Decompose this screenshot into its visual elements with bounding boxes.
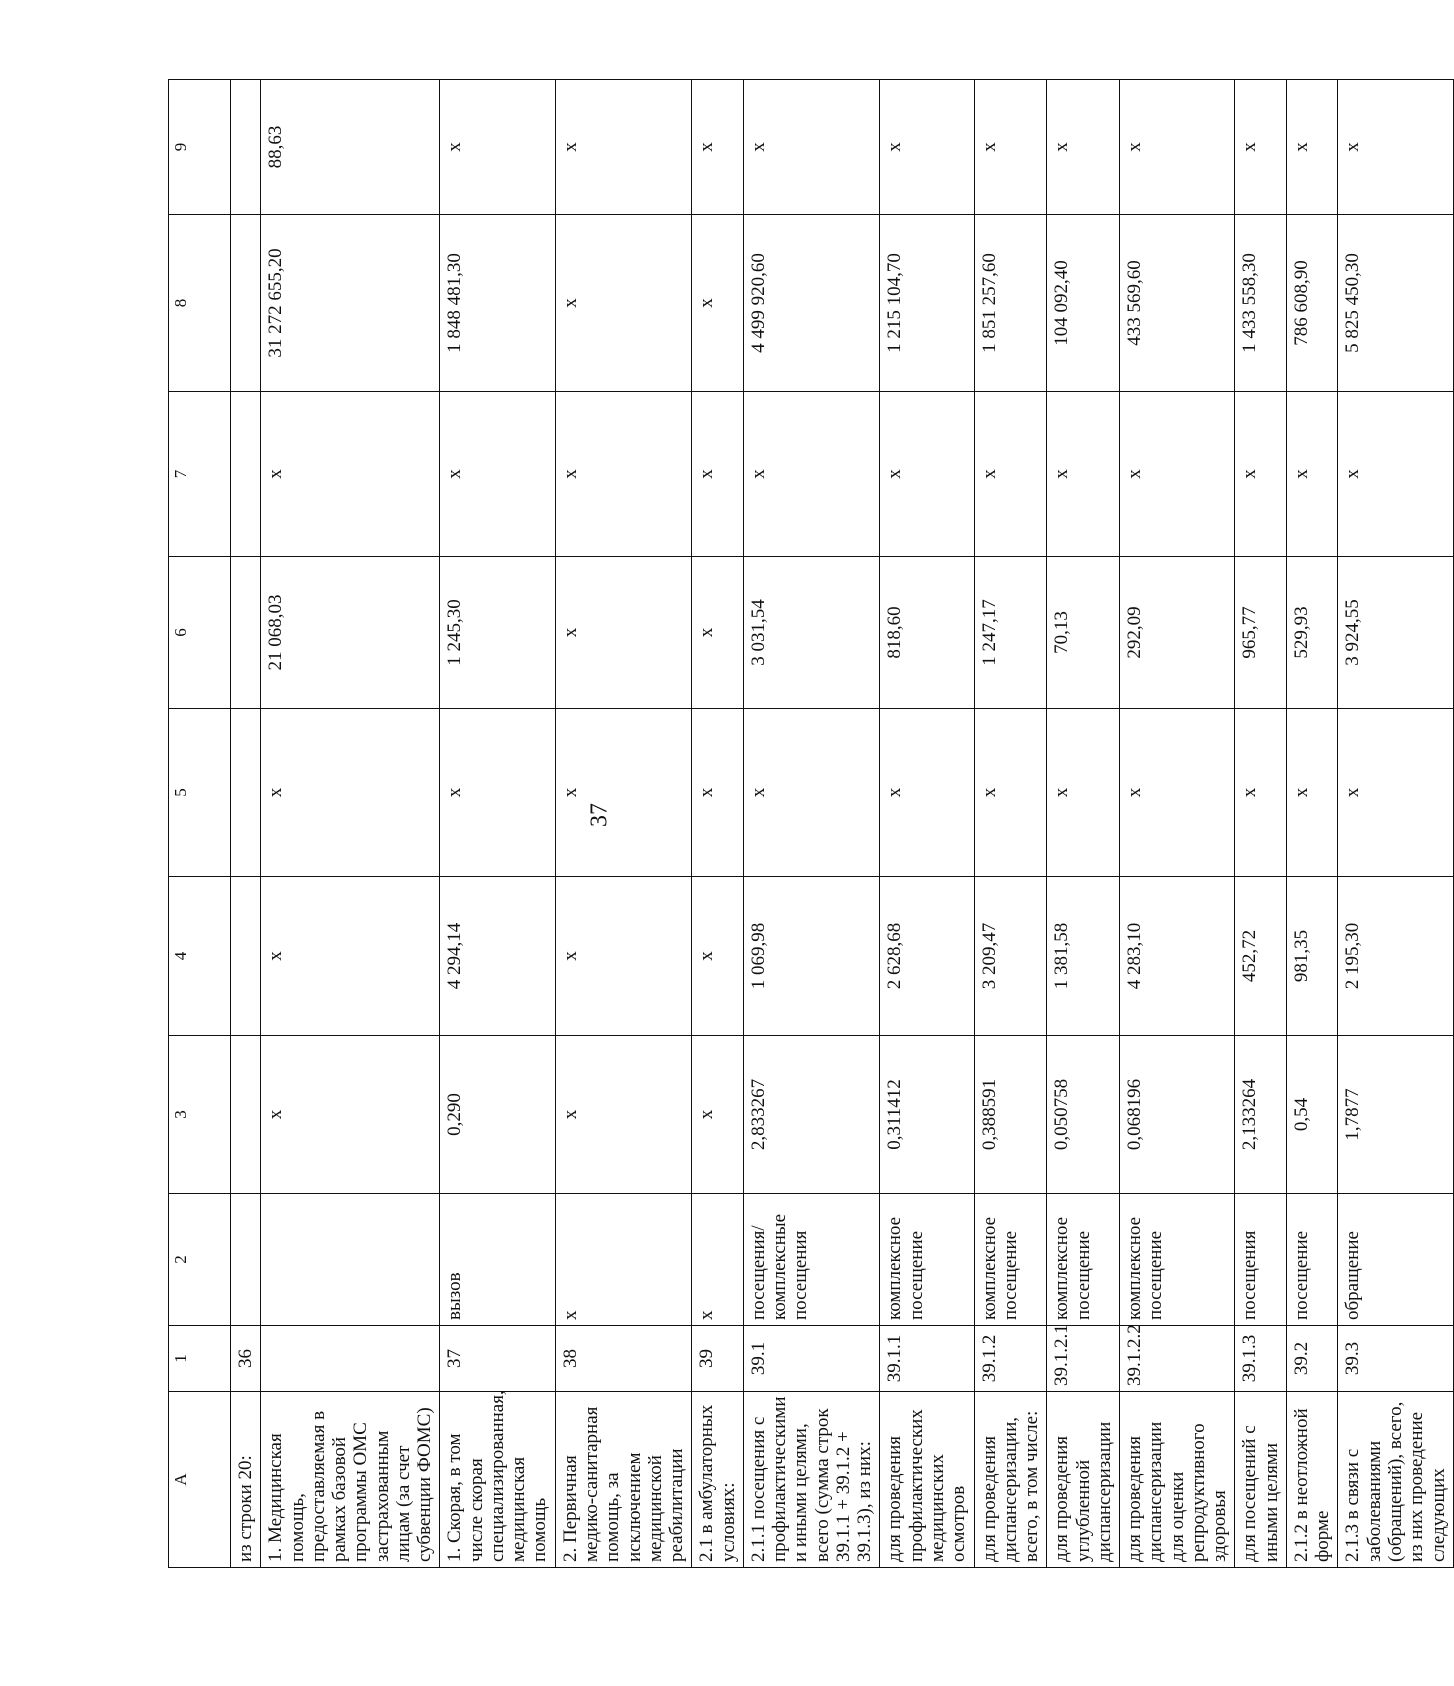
cell-sum-budget: х	[440, 392, 555, 557]
cell-per-capita-budget: х	[974, 709, 1047, 877]
cell-label: для проведения профилактических медицинских осмотров	[880, 1392, 974, 1568]
cell-share: х	[974, 80, 1047, 215]
table-row	[555, 80, 692, 1568]
cell-line-number: 39.1.2.1	[1047, 1326, 1120, 1392]
table-row	[743, 80, 880, 1568]
table-row	[1047, 80, 1120, 1568]
cell-unit: посещение	[1286, 1194, 1338, 1326]
cell-volume-norm: 0,068196	[1120, 1036, 1235, 1194]
cell-cost-norm: 452,72	[1235, 877, 1287, 1036]
table-row	[440, 80, 555, 1568]
table-row	[261, 80, 440, 1568]
cell-cost-norm: 3 209,47	[974, 877, 1047, 1036]
cell-sum-budget: х	[1047, 392, 1120, 557]
cell-sum-budget: х	[692, 392, 744, 557]
cell-volume-norm: 0,388591	[974, 1036, 1047, 1194]
header-cell-share: 9	[169, 80, 231, 215]
cell-volume-norm: 0,311412	[880, 1036, 974, 1194]
cell-per-capita-budget: х	[692, 709, 744, 877]
table-row	[1235, 80, 1287, 1568]
cell-cost-norm: 2 628,68	[880, 877, 974, 1036]
cell-per-capita-budget	[231, 709, 261, 877]
cell-per-capita-oms: х	[692, 557, 744, 709]
cell-unit: вызов	[440, 1194, 555, 1326]
cell-unit: х	[555, 1194, 692, 1326]
cell-per-capita-oms: 292,09	[1120, 557, 1235, 709]
header-cell-label: А	[169, 1392, 231, 1568]
cell-sum-oms: 104 092,40	[1047, 215, 1120, 392]
cell-share: х	[440, 80, 555, 215]
cell-line-number: 39.1.1	[880, 1326, 974, 1392]
cell-cost-norm: 2 195,30	[1338, 877, 1453, 1036]
cell-line-number: 39.1	[743, 1326, 880, 1392]
cell-label: 2.1.1 посещения с профилактическими и иными целями, всего (сумма строк 39.1.1 + 39.1.2 + 39.1.3), из них:	[743, 1392, 880, 1568]
header-cell-sum-oms: 8	[169, 215, 231, 392]
cell-per-capita-oms: 1 245,30	[440, 557, 555, 709]
cell-cost-norm	[231, 877, 261, 1036]
cell-sum-budget	[231, 392, 261, 557]
cell-line-number: 39.3	[1338, 1326, 1453, 1392]
cell-per-capita-budget: х	[1047, 709, 1120, 877]
cell-sum-oms: 786 608,90	[1286, 215, 1338, 392]
cell-cost-norm: 1 381,58	[1047, 877, 1120, 1036]
cell-sum-oms: 5 825 450,30	[1338, 215, 1453, 392]
cell-per-capita-budget: х	[261, 709, 440, 877]
cell-sum-oms: 1 848 481,30	[440, 215, 555, 392]
cell-sum-budget: х	[743, 392, 880, 557]
cell-per-capita-oms: 529,93	[1286, 557, 1338, 709]
cell-per-capita-budget: х	[1235, 709, 1287, 877]
cell-sum-budget: х	[974, 392, 1047, 557]
cell-per-capita-oms: х	[555, 557, 692, 709]
table-row	[974, 80, 1047, 1568]
cell-volume-norm: 0,290	[440, 1036, 555, 1194]
cell-volume-norm: 0,050758	[1047, 1036, 1120, 1194]
cell-per-capita-budget: х	[555, 709, 692, 877]
cell-unit: комплексное посещение	[1047, 1194, 1120, 1326]
cell-label: 1. Медицинская помощь, предоставляемая в рамках базовой программы ОМС застрахованным лицам (за счет субвенции ФОМС)	[261, 1392, 440, 1568]
cell-line-number: 38	[555, 1326, 692, 1392]
cell-per-capita-oms	[231, 557, 261, 709]
table-row	[692, 80, 744, 1568]
table-row	[1338, 80, 1453, 1568]
cell-line-number: 36	[231, 1326, 261, 1392]
cell-label: для проведения диспансеризации для оценки репродуктивного здоровья	[1120, 1392, 1235, 1568]
header-cell-line-number: 1	[169, 1326, 231, 1392]
cell-share: х	[1235, 80, 1287, 215]
cell-label: 2.1.3 в связи с заболеваниями (обращений), всего, из них проведение следующих	[1338, 1392, 1453, 1568]
cell-share: х	[880, 80, 974, 215]
cell-cost-norm: х	[692, 877, 744, 1036]
cell-cost-norm: 981,35	[1286, 877, 1338, 1036]
table-header-row	[169, 80, 231, 1568]
header-cell-sum-budget: 7	[169, 392, 231, 557]
table-row	[1120, 80, 1235, 1568]
cell-unit: х	[692, 1194, 744, 1326]
cell-per-capita-oms: 1 247,17	[974, 557, 1047, 709]
cell-volume-norm: х	[555, 1036, 692, 1194]
cell-line-number: 37	[440, 1326, 555, 1392]
cell-sum-oms: 1 433 558,30	[1235, 215, 1287, 392]
cell-per-capita-budget: х	[1120, 709, 1235, 877]
cell-sum-budget: х	[1338, 392, 1453, 557]
cell-label: для посещений с иными целями	[1235, 1392, 1287, 1568]
page-number: 37	[586, 803, 613, 827]
cell-sum-oms: 4 499 920,60	[743, 215, 880, 392]
cell-volume-norm: х	[692, 1036, 744, 1194]
financing-table	[168, 79, 1454, 1568]
cell-cost-norm: х	[261, 877, 440, 1036]
cell-cost-norm: 4 294,14	[440, 877, 555, 1036]
cell-per-capita-oms: 3 924,55	[1338, 557, 1453, 709]
cell-sum-oms	[231, 215, 261, 392]
cell-label: 2. Первичная медико-санитарная помощь, за исключением медицинской реабилитации	[555, 1392, 692, 1568]
table-row	[231, 80, 261, 1568]
cell-unit: комплексное посещение	[1120, 1194, 1235, 1326]
cell-sum-budget: х	[1286, 392, 1338, 557]
header-cell-per-capita-budget: 5	[169, 709, 231, 877]
cell-per-capita-oms: 3 031,54	[743, 557, 880, 709]
cell-per-capita-oms: 818,60	[880, 557, 974, 709]
cell-volume-norm: 0,54	[1286, 1036, 1338, 1194]
cell-line-number	[261, 1326, 440, 1392]
cell-unit: посещения	[1235, 1194, 1287, 1326]
table-row	[880, 80, 974, 1568]
cell-volume-norm: х	[261, 1036, 440, 1194]
cell-volume-norm: 2,833267	[743, 1036, 880, 1194]
cell-volume-norm: 2,133264	[1235, 1036, 1287, 1194]
cell-sum-oms: 1 851 257,60	[974, 215, 1047, 392]
cell-label: 2.1.2 в неотложной форме	[1286, 1392, 1338, 1568]
cell-label: для проведения углубленной диспансеризации	[1047, 1392, 1120, 1568]
cell-sum-budget: х	[261, 392, 440, 557]
cell-sum-budget: х	[555, 392, 692, 557]
cell-per-capita-budget: х	[1286, 709, 1338, 877]
cell-line-number: 39.1.3	[1235, 1326, 1287, 1392]
cell-sum-oms: 433 569,60	[1120, 215, 1235, 392]
cell-per-capita-oms: 21 068,03	[261, 557, 440, 709]
cell-line-number: 39.1.2.2	[1120, 1326, 1235, 1392]
cell-per-capita-budget: х	[440, 709, 555, 877]
header-cell-unit: 2	[169, 1194, 231, 1326]
cell-per-capita-oms: 70,13	[1047, 557, 1120, 709]
cell-share: х	[692, 80, 744, 215]
cell-line-number: 39	[692, 1326, 744, 1392]
cell-share: 88,63	[261, 80, 440, 215]
cell-share: х	[1286, 80, 1338, 215]
cell-cost-norm: 4 283,10	[1120, 877, 1235, 1036]
cell-per-capita-budget: х	[1338, 709, 1453, 877]
cell-label: 2.1 в амбулаторных условиях:	[692, 1392, 744, 1568]
cell-unit: посещения/ комплексные посещения	[743, 1194, 880, 1326]
cell-sum-oms: 1 215 104,70	[880, 215, 974, 392]
cell-sum-oms: х	[692, 215, 744, 392]
cell-share: х	[1338, 80, 1453, 215]
cell-per-capita-budget: х	[880, 709, 974, 877]
table-row	[1286, 80, 1338, 1568]
cell-label: 1. Скорая, в том числе скорая специализированная, медицинская помощь	[440, 1392, 555, 1568]
cell-volume-norm: 1,7877	[1338, 1036, 1453, 1194]
header-cell-cost-norm: 4	[169, 877, 231, 1036]
cell-volume-norm	[231, 1036, 261, 1194]
cell-share	[231, 80, 261, 215]
cell-share: х	[1047, 80, 1120, 215]
cell-unit: комплексное посещение	[880, 1194, 974, 1326]
cell-unit: комплексное посещение	[974, 1194, 1047, 1326]
cell-line-number: 39.2	[1286, 1326, 1338, 1392]
cell-share: х	[555, 80, 692, 215]
cell-cost-norm: х	[555, 877, 692, 1036]
cell-unit: обращение	[1338, 1194, 1453, 1326]
cell-sum-oms: 31 272 655,20	[261, 215, 440, 392]
cell-sum-oms: х	[555, 215, 692, 392]
cell-cost-norm: 1 069,98	[743, 877, 880, 1036]
header-cell-volume-norm: 3	[169, 1036, 231, 1194]
cell-label: для проведения диспансеризации, всего, в том числе:	[974, 1392, 1047, 1568]
header-cell-per-capita-oms: 6	[169, 557, 231, 709]
cell-sum-budget: х	[880, 392, 974, 557]
cell-share: х	[1120, 80, 1235, 215]
cell-per-capita-budget: х	[743, 709, 880, 877]
cell-share: х	[743, 80, 880, 215]
cell-label: из строки 20:	[231, 1392, 261, 1568]
cell-per-capita-oms: 965,77	[1235, 557, 1287, 709]
cell-unit	[261, 1194, 440, 1326]
cell-sum-budget: х	[1235, 392, 1287, 557]
cell-unit	[231, 1194, 261, 1326]
cell-line-number: 39.1.2	[974, 1326, 1047, 1392]
cell-sum-budget: х	[1120, 392, 1235, 557]
